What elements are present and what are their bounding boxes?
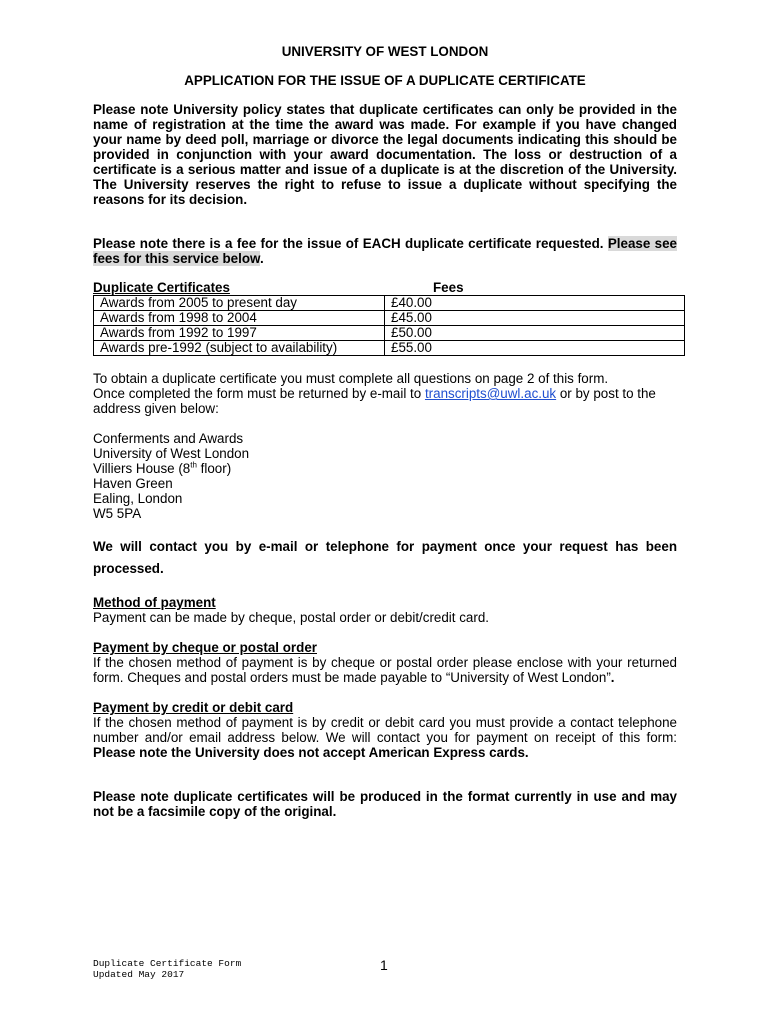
cheque-text (93, 655, 677, 685)
fee-row-label: Awards from 1998 to 2004 (94, 311, 385, 326)
table-row (94, 326, 685, 341)
address-line: W5 5PA (93, 506, 142, 521)
fee-row-value: £50.00 (385, 326, 685, 341)
address-line: Conferments and Awards (93, 431, 244, 446)
table-row (94, 296, 685, 311)
address-line3-post: floor) (196, 461, 232, 476)
instructions-line1: To obtain a duplicate certificate you must complete all questions on page 2 of this form. (93, 371, 609, 386)
card-body: If the chosen method of payment is by credit or debit card you must provide a contact telephone number and/or email address below. We will contact you for payment on receipt of this form: (93, 715, 677, 745)
document-page (93, 44, 677, 819)
address-line3-sup: th (190, 460, 197, 470)
page-footer (93, 958, 241, 980)
fees-table-header (93, 280, 677, 295)
method-text: Payment can be made by cheque, postal order or debit/credit card. (93, 610, 489, 625)
fee-row-value: £45.00 (385, 311, 685, 326)
table-row (94, 311, 685, 326)
page-number: 1 (380, 957, 388, 973)
fees-col-fees: Fees (433, 280, 464, 295)
cheque-body: If the chosen method of payment is by cheque or postal order please enclose with your returned form. Cheques and postal orders must be made payable to “University of West London” (93, 655, 677, 685)
contact-notice: We will contact you by e-mail or telephone for payment once your request has been processed. (93, 539, 677, 576)
footer-form-name: Duplicate Certificate Form (93, 958, 242, 969)
fee-row-label: Awards from 2005 to present day (94, 296, 385, 311)
address-line3-pre: Villiers House (8 (93, 461, 191, 476)
fee-row-label: Awards from 1992 to 1997 (94, 326, 385, 341)
university-heading: UNIVERSITY OF WEST LONDON (281, 44, 489, 59)
fee-notice-text: Please note there is a fee for the issue of EACH duplicate certificate requested. (93, 236, 604, 251)
form-title: APPLICATION FOR THE ISSUE OF A DUPLICATE CERTIFICATE (184, 73, 586, 88)
table-row (94, 341, 685, 356)
email-link[interactable]: transcripts@uwl.ac.uk (424, 386, 557, 401)
fees-table (93, 295, 685, 356)
policy-notice: Please note University policy states that duplicate certificates can only be provided in the name of registration at the time the award was made. For example if you have changed your name by deed poll, marriage or divorce the legal documents indicating this should be provided in conjunction with your award documentation. The loss or destruction of a certificate is a serious matter and issue of a duplicate is at the discretion of the University. The University reserves the right to refuse to issue a duplicate without specifying the reasons for its decision. (93, 102, 677, 207)
cheque-end: . (610, 670, 615, 685)
fee-row-value: £55.00 (385, 341, 685, 356)
postal-address (93, 431, 677, 521)
fee-row-label: Awards pre-1992 (subject to availability) (94, 341, 385, 356)
fee-row-value: £40.00 (385, 296, 685, 311)
cheque-heading: Payment by cheque or postal order (93, 640, 317, 655)
card-heading: Payment by credit or debit card (93, 700, 294, 715)
instructions-line2 (93, 386, 677, 416)
card-bold-note: Please note the University does not accept American Express cards. (93, 745, 529, 760)
card-text (93, 715, 677, 760)
format-notice: Please note duplicate certificates will be produced in the format currently in use and may not be a facsimile copy of the original. (93, 789, 677, 819)
fee-notice (93, 236, 677, 266)
fees-col-certificates: Duplicate Certificates (93, 280, 230, 295)
instructions-post: or by post to the address given below: (93, 386, 656, 416)
instructions-pre: Once completed the form must be returned by e-mail to (93, 386, 425, 401)
address-line: University of West London (93, 446, 250, 461)
footer-updated: Updated May 2017 (93, 969, 185, 980)
method-heading: Method of payment (93, 595, 216, 610)
address-line (93, 461, 677, 476)
fee-notice-highlight: Please see fees for this service below (93, 236, 677, 266)
address-line: Ealing, London (93, 491, 183, 506)
fee-notice-end: . (259, 251, 264, 266)
address-line: Haven Green (93, 476, 173, 491)
